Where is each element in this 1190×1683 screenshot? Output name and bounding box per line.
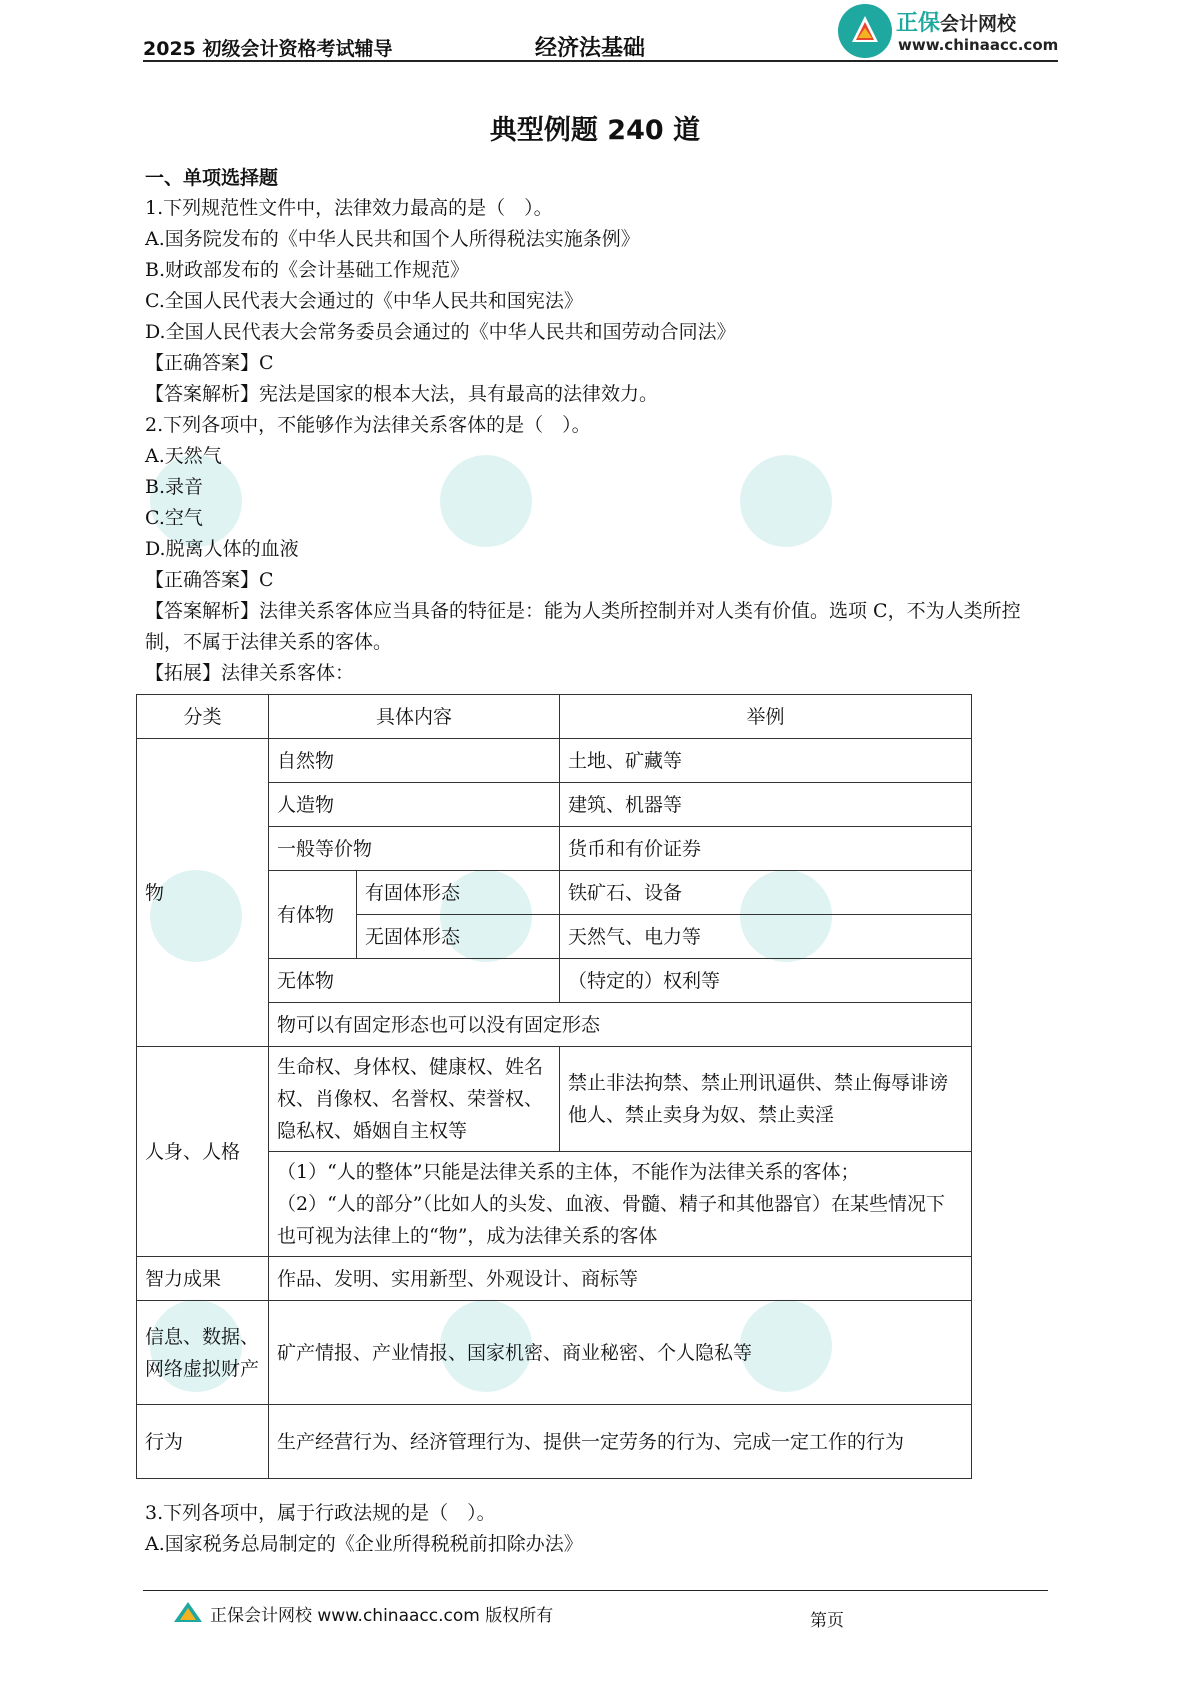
question-2-option-a: A.天然气 [145,445,222,467]
brand-logo [838,2,1058,58]
question-1-option-b: B.财政部发布的《会计基础工作规范》 [145,259,470,281]
table-row [137,1405,972,1479]
cell-natural-example: 土地、矿藏等 [560,739,972,783]
question-2-option-c: C.空气 [145,507,203,529]
cell-fixed-form-example: 铁矿石、设备 [560,871,972,915]
cell-person-note [269,1152,972,1257]
category-person: 人身、人格 [137,1047,269,1257]
footer-logo-icon [172,1600,204,1624]
category-wu: 物 [137,739,269,1047]
person-note-1: （1）“人的整体”只能是法律关系的主体，不能作为法律关系的客体； [277,1161,860,1183]
table-row [137,1301,972,1405]
person-note-2: （2）“人的部分”（比如人的头发、血液、骨髓、精子和其他器官）在某些情况下也可视为法律上的“物”，成为法律关系的客体 [277,1193,946,1247]
cell-intangible: 无体物 [269,959,560,1003]
table-header-row [137,695,972,739]
logo-mark-icon [838,4,892,58]
watermark-logo-icon [740,455,832,547]
question-3-stem: 3.下列各项中，属于行政法规的是（ ）。 [145,1502,496,1524]
table-header-category: 分类 [137,695,269,739]
cell-fixed-form: 有固体形态 [357,871,560,915]
footer-copyright: 正保会计网校 www.chinaacc.com 版权所有 [210,1606,554,1626]
cell-manmade-example: 建筑、机器等 [560,783,972,827]
question-3-option-a: A.国家税务总局制定的《企业所得税税前扣除办法》 [145,1533,583,1555]
legal-object-table [136,694,972,1479]
cell-info-content: 矿产情报、产业情报、国家机密、商业秘密、个人隐私等 [269,1301,972,1405]
cell-equivalent-example: 货币和有价证券 [560,827,972,871]
logo-url: www.chinaacc.com [898,36,1059,54]
footer-divider [143,1590,1048,1591]
question-2-extension: 【拓展】法律关系客体： [145,662,355,684]
question-2-option-b: B.录音 [145,476,204,498]
table-header-example: 举例 [560,695,972,739]
table-header-content: 具体内容 [269,695,560,739]
header-subject: 经济法基础 [535,36,646,61]
question-1-answer: 【正确答案】C [145,352,274,374]
category-info: 信息、数据、网络虚拟财产 [137,1301,269,1405]
cell-equivalent: 一般等价物 [269,827,560,871]
question-1-analysis: 【答案解析】宪法是国家的根本大法，具有最高的法律效力。 [145,383,659,405]
cell-act-content: 生产经营行为、经济管理行为、提供一定劳务的行为、完成一定工作的行为 [269,1405,972,1479]
page-title: 典型例题 240 道 [489,115,701,146]
question-2-option-d: D.脱离人体的血液 [145,538,299,560]
table-row [137,1047,972,1152]
cell-person-rights: 生命权、身体权、健康权、姓名权、肖像权、名誉权、荣誉权、隐私权、婚姻自主权等 [269,1047,560,1152]
footer-page-number: 第页 [810,1611,844,1631]
question-1-option-a: A.国务院发布的《中华人民共和国个人所得税法实施条例》 [145,228,640,250]
category-intellect: 智力成果 [137,1257,269,1301]
question-2-stem: 2.下列各项中，不能够作为法律关系客体的是（ ）。 [145,414,591,436]
question-2-analysis: 【答案解析】法律关系客体应当具备的特征是：能为人类所控制并对人类有价值。选项 C，不为人类所控制，不属于法律关系的客体。 [145,600,1021,653]
question-1-option-c: C.全国人民代表大会通过的《中华人民共和国宪法》 [145,290,583,312]
section-heading: 一、单项选择题 [145,167,279,189]
page-header [143,0,1058,62]
cell-natural: 自然物 [269,739,560,783]
table-row [137,1257,972,1301]
cell-tangible: 有体物 [269,871,357,959]
header-course: 2025 初级会计资格考试辅导 [143,38,393,60]
watermark-logo-icon [440,455,532,547]
category-act: 行为 [137,1405,269,1479]
question-1-option-d: D.全国人民代表大会常务委员会通过的《中华人民共和国劳动合同法》 [145,321,736,343]
header-divider [143,60,1058,62]
cell-intangible-example: （特定的）权利等 [560,959,972,1003]
cell-wu-note: 物可以有固定形态也可以没有固定形态 [269,1003,972,1047]
cell-nonfixed-form: 无固体形态 [357,915,560,959]
question-2-answer: 【正确答案】C [145,569,274,591]
logo-sub: 会计网校 [940,13,1017,35]
cell-nonfixed-form-example: 天然气、电力等 [560,915,972,959]
cell-manmade: 人造物 [269,783,560,827]
cell-intellect-content: 作品、发明、实用新型、外观设计、商标等 [269,1257,972,1301]
table-row [137,739,972,783]
question-1-stem: 1.下列规范性文件中，法律效力最高的是（ ）。 [145,197,553,219]
logo-brand: 正保 [896,11,941,36]
cell-person-rights-example: 禁止非法拘禁、禁止刑讯逼供、禁止侮辱诽谤他人、禁止卖身为奴、禁止卖淫 [560,1047,972,1152]
